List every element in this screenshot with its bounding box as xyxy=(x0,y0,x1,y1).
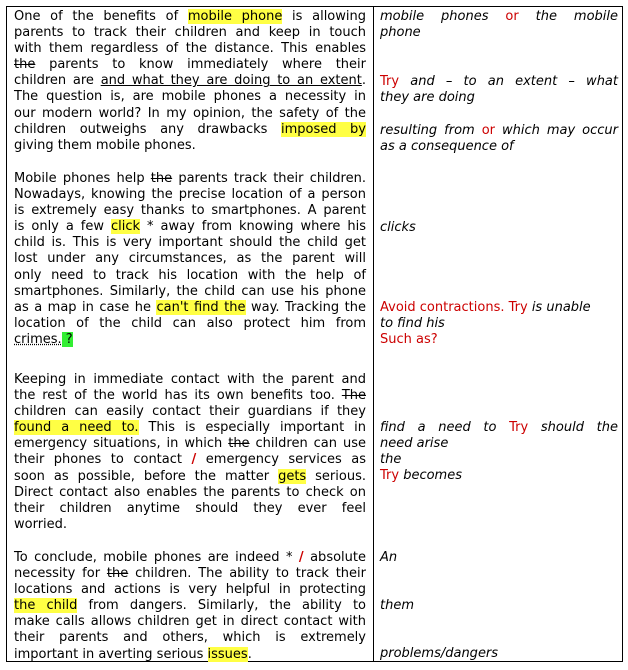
essay-text: . xyxy=(361,73,366,89)
essay-line xyxy=(14,251,366,267)
essay-text: make calls allows children get in direct contact with xyxy=(14,614,366,630)
essay-text: our modern world? In my opinion, the safety of the xyxy=(14,105,366,121)
essay-text: children can use xyxy=(249,436,366,452)
essay-text: is only a few xyxy=(14,219,112,235)
comment-line xyxy=(380,123,618,139)
essay-text: To conclude, mobile phones are indeed * xyxy=(14,550,299,565)
essay-text: / xyxy=(191,452,197,468)
essay-line xyxy=(14,404,366,420)
essay-text: the xyxy=(106,566,129,582)
essay-line xyxy=(14,25,366,41)
essay-text: way. Tracking the xyxy=(245,299,366,315)
essay-line xyxy=(14,332,366,348)
essay-line xyxy=(14,485,366,501)
essay-line xyxy=(14,203,366,219)
comment-text: Try xyxy=(509,420,529,435)
comment-text: is unable xyxy=(527,300,591,315)
comment-line xyxy=(380,550,618,566)
essay-text: crimes. xyxy=(14,331,62,347)
comment-mobile-phones xyxy=(380,9,618,41)
comment-problems-dangers xyxy=(380,646,618,662)
essay-line xyxy=(14,187,366,203)
essay-line xyxy=(14,501,366,517)
essay-line xyxy=(14,138,366,154)
comment-find-a-need xyxy=(380,420,618,484)
essay-line xyxy=(14,452,366,468)
essay-text: child is. This is very important should the child get xyxy=(14,235,366,251)
paragraph-conclusion xyxy=(14,550,366,663)
essay-line xyxy=(14,372,366,388)
essay-text: . xyxy=(247,646,252,662)
comment-line xyxy=(380,300,618,316)
comment-text: to find his xyxy=(380,316,445,332)
essay-text: The question is, are mobile phones a necessity in xyxy=(14,89,366,105)
comment-text: Avoid contractions. Try xyxy=(380,300,528,315)
essay-text: location of the child can also protect him from xyxy=(14,315,366,331)
essay-text: This is especially important in xyxy=(138,420,366,436)
comment-text: resulting from xyxy=(380,123,482,138)
essay-line xyxy=(14,9,366,25)
essay-text: emergency services as xyxy=(196,452,366,468)
comment-text: and – to an extent – what xyxy=(399,74,618,89)
essay-text: Nowadays, knowing the precise location of a person xyxy=(14,187,366,203)
essay-text: parents to know immediately where their xyxy=(35,57,366,73)
essay-text: and what they are doing to an extent xyxy=(100,73,362,89)
essay-text: children. The ability to track their xyxy=(128,566,366,582)
essay-line xyxy=(14,106,366,122)
essay-text: children can easily contact their guardians if they xyxy=(14,404,366,420)
essay-line xyxy=(14,235,366,251)
essay-line xyxy=(14,566,366,582)
comment-line xyxy=(380,220,618,236)
essay-text: serious. xyxy=(306,468,366,484)
essay-text: click xyxy=(111,219,141,235)
essay-text: absolute xyxy=(303,550,366,565)
comment-line xyxy=(380,436,618,452)
essay-line xyxy=(14,57,366,73)
essay-line xyxy=(14,614,366,630)
comment-text: An xyxy=(380,550,398,565)
essay-text: parents track their children. xyxy=(172,171,366,186)
essay-text: mobile phone xyxy=(187,9,283,24)
comment-text: as a consequence of xyxy=(380,139,514,155)
comment-text: should the xyxy=(528,420,618,435)
essay-line xyxy=(14,89,366,105)
comment-line xyxy=(380,74,618,90)
essay-text: necessity for xyxy=(14,566,107,582)
essay-line xyxy=(14,517,366,533)
essay-line xyxy=(14,219,366,235)
essay-text: the rest of the world has its own benefits too. xyxy=(14,388,342,404)
essay-text: only need to track his location with the help of xyxy=(14,267,366,283)
comment-text: phone xyxy=(380,25,421,41)
essay-text: children are xyxy=(14,73,101,89)
comment-line xyxy=(380,452,618,468)
essay-text: giving them mobile phones. xyxy=(14,137,196,153)
column-divider xyxy=(373,7,374,661)
essay-text: Keeping in immediate contact with the parent and xyxy=(14,372,366,387)
essay-line xyxy=(14,268,366,284)
essay-text: their parents and others, which is extremely xyxy=(14,630,366,646)
essay-text: emergency situations, in which xyxy=(14,436,229,452)
comment-text: Try xyxy=(380,468,400,484)
essay-text: the xyxy=(150,171,173,186)
comment-what-they-are-doing xyxy=(380,74,618,106)
comment-text: Such as? xyxy=(380,332,438,348)
comment-text: Try xyxy=(380,74,400,89)
essay-line xyxy=(14,582,366,598)
comment-text: mobile phones xyxy=(380,9,506,24)
paragraph-tracking xyxy=(14,171,366,348)
comment-line xyxy=(380,90,618,106)
comment-line xyxy=(380,468,618,484)
essay-text: from dangers. Similarly, the ability to xyxy=(77,598,366,614)
essay-text: can't find the xyxy=(156,299,246,315)
essay-text: as a map in case he xyxy=(14,299,157,315)
comment-text: which may occur xyxy=(495,123,618,138)
essay-line xyxy=(14,647,366,663)
comment-text: find a need to xyxy=(380,420,510,435)
essay-text: gets xyxy=(278,468,307,484)
essay-line xyxy=(14,41,366,57)
comment-text: need arise xyxy=(380,436,449,452)
essay-text: the xyxy=(14,57,36,73)
comment-avoid-contractions xyxy=(380,300,618,348)
comment-line xyxy=(380,25,618,41)
essay-text: important in averting serious xyxy=(14,646,208,662)
essay-text: worried. xyxy=(14,516,68,532)
essay-text: smartphones. Similarly, the child can use his phone xyxy=(14,283,366,299)
essay-line xyxy=(14,284,366,300)
essay-line xyxy=(14,316,366,332)
essay-text: issues xyxy=(207,646,248,662)
comment-resulting-from xyxy=(380,123,618,155)
comment-text: the mobile xyxy=(518,9,618,24)
comment-table xyxy=(6,6,623,662)
essay-text: the child xyxy=(14,598,78,614)
essay-text: One of the benefits of xyxy=(14,9,188,24)
essay-text: Mobile phones help xyxy=(14,171,151,186)
essay-line xyxy=(14,550,366,566)
comment-line xyxy=(380,9,618,25)
comment-clicks xyxy=(380,220,618,236)
essay-line xyxy=(14,630,366,646)
essay-text: children outweighs any drawbacks xyxy=(14,121,281,137)
comment-line xyxy=(380,139,618,155)
essay-text: / xyxy=(298,550,304,565)
comment-text: becomes xyxy=(399,468,462,484)
comment-line xyxy=(380,420,618,436)
essay-text: ? xyxy=(61,331,73,347)
comment-line xyxy=(380,332,618,348)
comment-them xyxy=(380,598,618,614)
essay-text: locations and actions is very helpful in protecting xyxy=(14,582,366,598)
essay-line xyxy=(14,171,366,187)
comment-text: them xyxy=(380,598,414,613)
essay-line xyxy=(14,598,366,614)
comment-text: the xyxy=(380,452,402,468)
comment-line xyxy=(380,646,618,662)
essay-text: their phones to contact xyxy=(14,452,192,468)
comment-text: they are doing xyxy=(380,90,475,106)
essay-line xyxy=(14,420,366,436)
comment-line xyxy=(380,598,618,614)
comment-text: problems/dangers xyxy=(380,646,499,661)
essay-line xyxy=(14,469,366,485)
paragraph-contact xyxy=(14,372,366,533)
essay-text: Direct contact also enables the parents to check on xyxy=(14,484,366,500)
essay-line xyxy=(14,388,366,404)
essay-line xyxy=(14,73,366,89)
essay-text: found a need to. xyxy=(14,420,139,436)
essay-text: their children anytime should they ever feel xyxy=(14,500,366,516)
essay-text: is extremely easy thanks to smartphones. A parent xyxy=(14,203,366,219)
essay-line xyxy=(14,436,366,452)
essay-text: parents to track their children and keep in touch xyxy=(14,25,366,41)
essay-text: The xyxy=(341,388,366,404)
paragraph-intro xyxy=(14,9,366,154)
essay-line xyxy=(14,300,366,316)
comment-text: or xyxy=(481,123,495,138)
essay-text: is allowing xyxy=(282,9,366,24)
comment-line xyxy=(380,316,618,332)
comment-text: clicks xyxy=(380,220,416,235)
essay-text: * away from knowing where his xyxy=(140,219,367,235)
essay-text: imposed by xyxy=(280,121,366,137)
essay-text: the xyxy=(228,436,250,452)
essay-text: soon as possible, before the matter xyxy=(14,468,279,484)
essay-text: with them regardless of the distance. This enables xyxy=(14,41,366,57)
comment-text: or xyxy=(505,9,519,24)
comment-an xyxy=(380,550,618,566)
essay-line xyxy=(14,122,366,138)
essay-text: lost under any circumstances, as the parent will xyxy=(14,251,366,267)
